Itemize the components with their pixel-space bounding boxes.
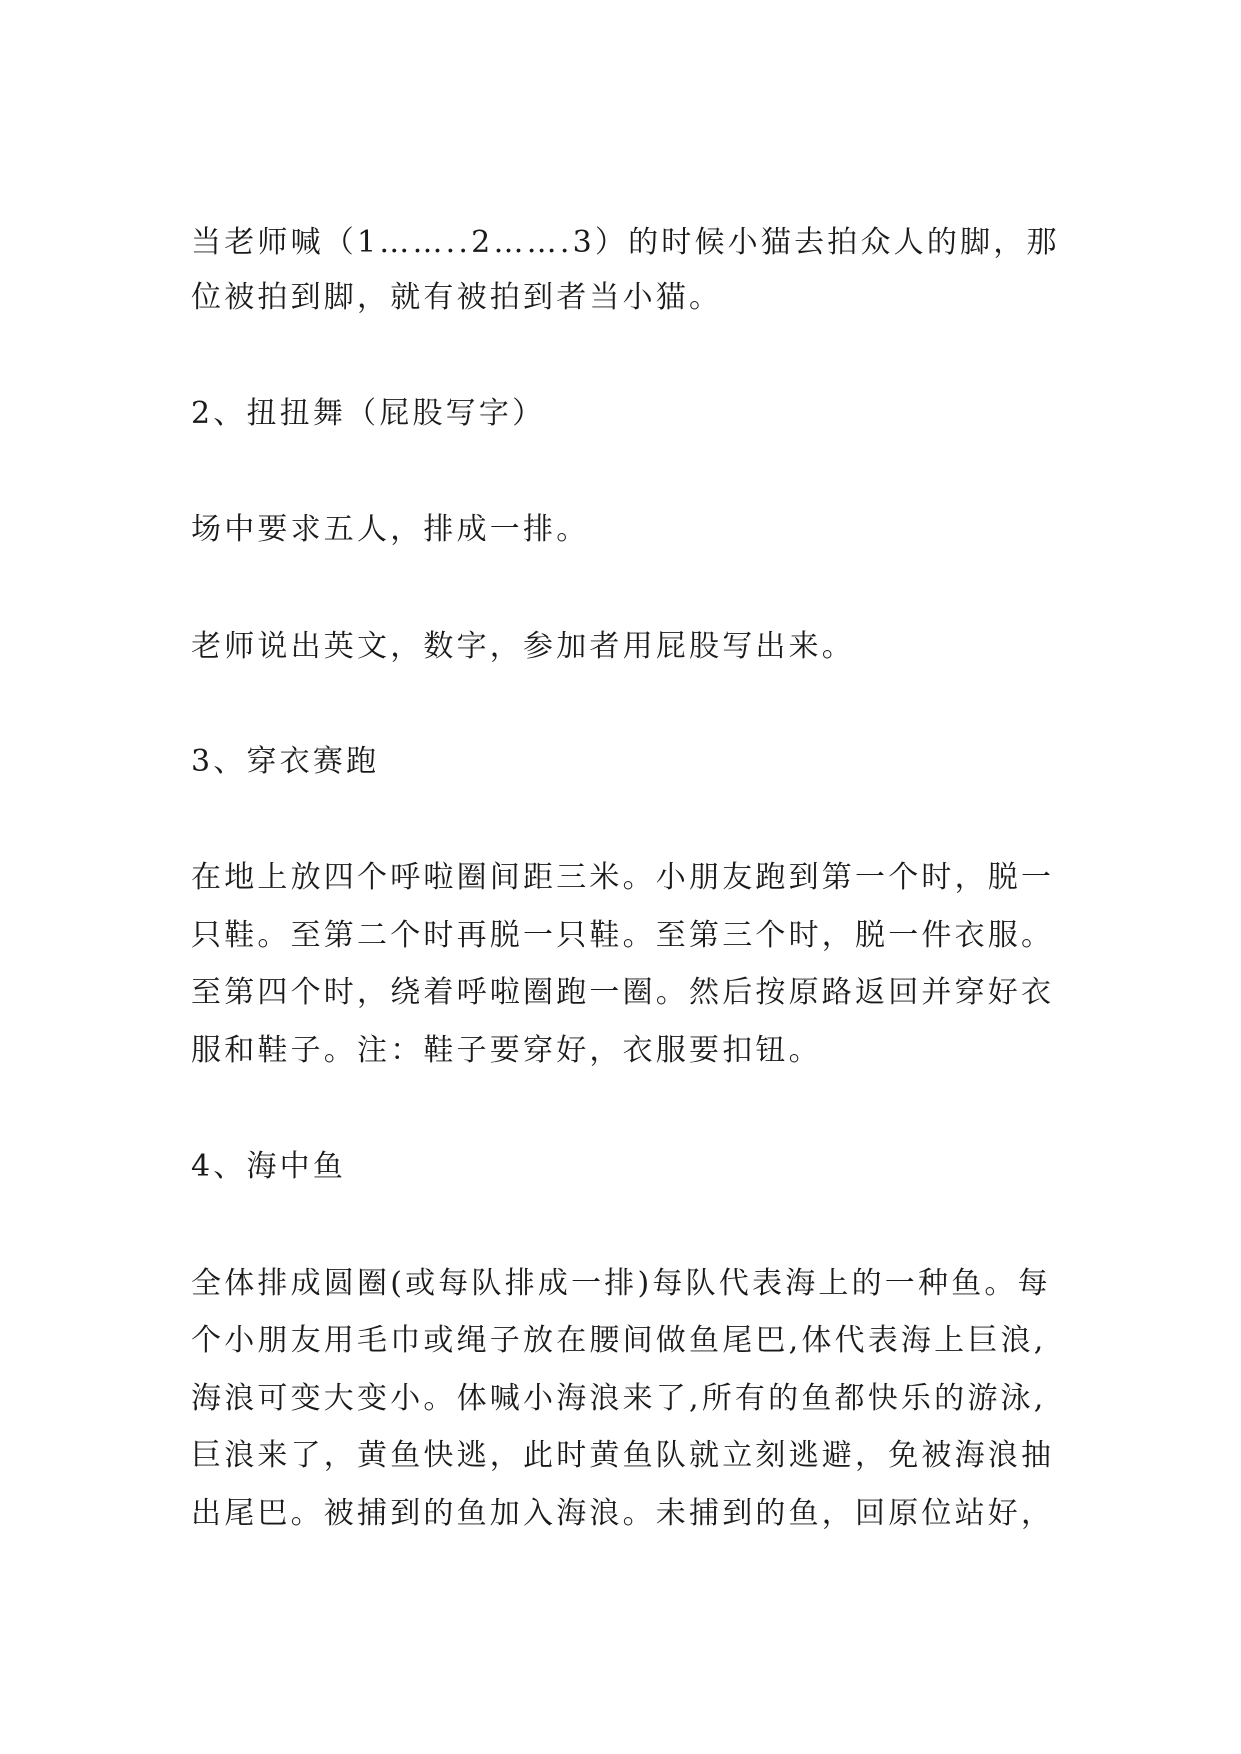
section-4-line-4: 巨浪来了，黄鱼快逃，此时黄鱼队就立刻逃避，免被海浪抽 <box>191 1438 1055 1473</box>
section-3-line-1: 在地上放四个呼啦圈间距三米。小朋友跑到第一个时，脱一 <box>191 860 1055 895</box>
section-2-paragraph-1: 场中要求五人，排成一排。 <box>191 512 590 547</box>
section-3-line-3: 至第四个时，绕着呼啦圈跑一圈。然后按原路返回并穿好衣 <box>191 975 1055 1010</box>
section-4-heading: 4、海中鱼 <box>191 1149 347 1184</box>
section-2-paragraph-2: 老师说出英文，数字，参加者用屁股写出来。 <box>191 629 855 664</box>
section-4-line-3: 海浪可变大变小。体喊小海浪来了,所有的鱼都快乐的游泳, <box>191 1381 1047 1416</box>
section-3-line-2: 只鞋。至第二个时再脱一只鞋。至第三个时，脱一件衣服。 <box>191 918 1055 953</box>
section-2-heading: 2、扭扭舞（屁股写字） <box>191 396 546 431</box>
document-page <box>191 0 1071 1754</box>
section-4-line-5: 出尾巴。被捕到的鱼加入海浪。未捕到的鱼，回原位站好， <box>191 1496 1055 1531</box>
section-3-line-4: 服和鞋子。注：鞋子要穿好，衣服要扣钮。 <box>191 1033 822 1068</box>
paragraph-1-line-1: 当老师喊（1……..2…….3）的时候小猫去拍众人的脚，那 <box>191 225 1060 260</box>
section-3-heading: 3、穿衣赛跑 <box>191 744 380 779</box>
paragraph-1-line-2: 位被拍到脚，就有被拍到者当小猫。 <box>191 280 723 315</box>
section-4-line-2: 个小朋友用毛巾或绳子放在腰间做鱼尾巴,体代表海上巨浪, <box>191 1323 1047 1358</box>
section-4-line-1: 全体排成圆圈(或每队排成一排)每队代表海上的一种鱼。每 <box>191 1266 1051 1301</box>
